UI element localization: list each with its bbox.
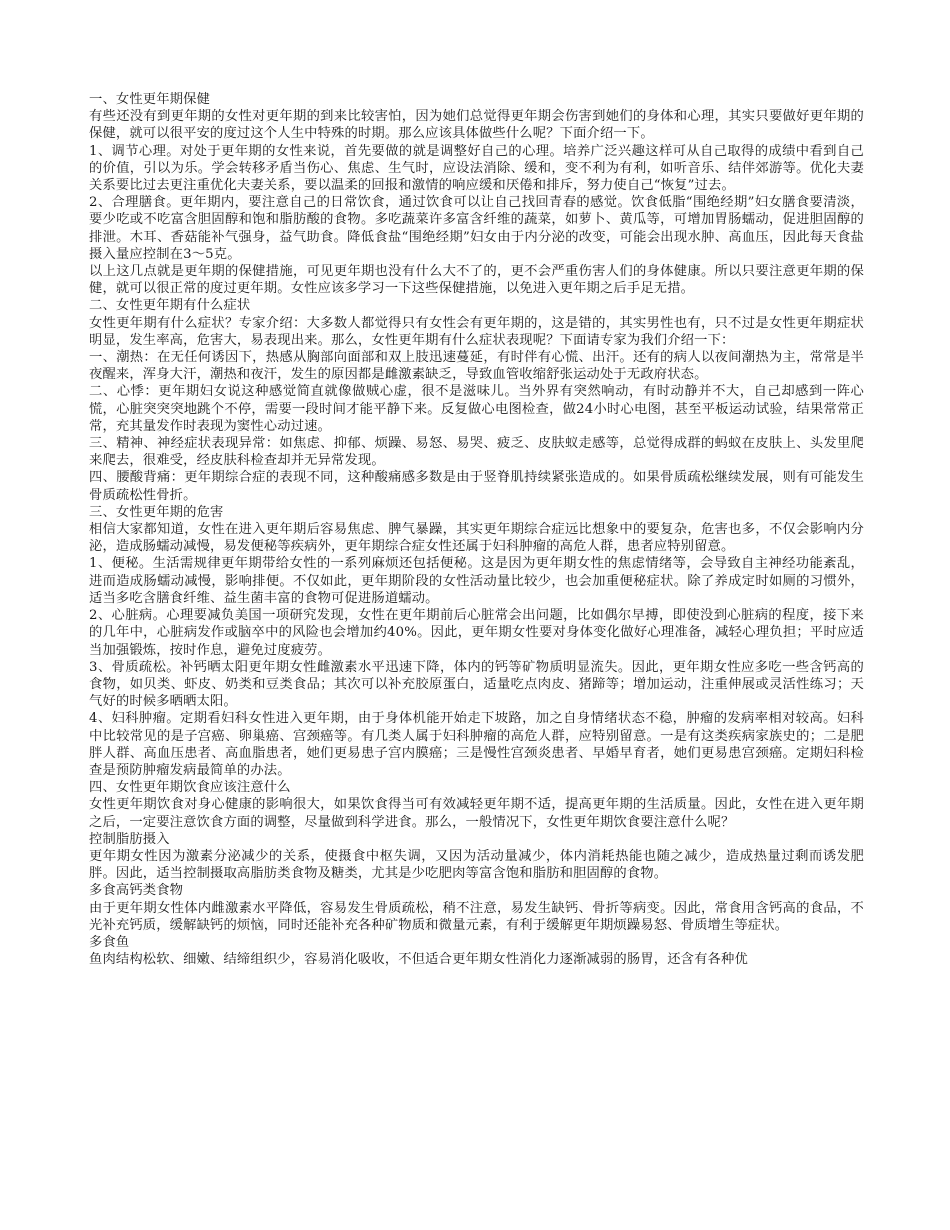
paragraph-heart: 2、心脏病。心理要减负美国一项研究发现，女性在更年期前后心脏常会出问题，比如偶尔早搏，即使没到心脏病的程度，接下来的几年中，心脏病发作或脑卒中的风险也会增加约40%。因此，更年期女性要对身体变化做好心理准备，减轻心理负担；平时应适当加强锻炼，按时作息，避免过度疲劳。 bbox=[89, 608, 864, 658]
paragraph-fish: 鱼肉结构松软、细嫩、结缔组织少，容易消化吸收，不但适合更年期女性消化力逐渐减弱的肠胃，还含有各种优 bbox=[89, 952, 748, 968]
paragraph-harm-intro: 相信大家都知道，女性在进入更年期后容易焦虑、脾气暴躁，其实更年期综合症远比想象中的要复杂，危害也多，不仅会影响内分泌，造成肠蠕动减慢，易发便秘等疾病外，更年期综合症女性还属于妇科肿瘤的高危人群，患者应特别留意。 bbox=[89, 522, 864, 555]
paragraph-constipation: 1、便秘。生活需规律更年期带给女性的一系列麻烦还包括便秘。这是因为更年期女性的焦虑情绪等，会导致自主神经功能紊乱，进而造成肠蠕动减慢，影响排便。不仅如此，更年期阶段的女性活动量比较少，也会加重便秘症状。除了养成定时如厕的习惯外，适当多吃含膳食纤维、益生菌丰富的食物可促进肠道蠕动。 bbox=[89, 556, 864, 606]
subheading-calcium: 多食高钙类食物 bbox=[89, 883, 184, 899]
paragraph-hot-flash: 一、潮热：在无任何诱因下，热感从胸部向面部和双上肢迅速蔓延，有时伴有心慌、出汗。还有的病人以夜间潮热为主，常常是半夜醒来，浑身大汗，潮热和夜汗，发生的原因都是雌激素缺乏，导致血管收缩舒张运动处于无政府状态。 bbox=[89, 350, 864, 383]
section-heading-1: 一、女性更年期保健 bbox=[89, 92, 211, 107]
paragraph-tumor: 4、妇科肿瘤。定期看妇科女性进入更年期，由于身体机能开始走下坡路，加之自身情绪状态不稳，肿瘤的发病率相对较高。妇科中比较常见的是子宫癌、卵巢癌、宫颈癌等。有几类人属于妇科肿瘤的高危人群，应特别留意。一是有这类疾病家族史的；二是肥胖人群、高血压患者、高血脂患者，她们更易患子宫内膜癌；三是慢性宫颈炎患者、早婚早育者，她们更易患宫颈癌。定期妇科检查是预防肿瘤发病最简单的办法。 bbox=[89, 711, 864, 778]
paragraph-diet: 2、合理膳食。更年期内，要注意自己的日常饮食，通过饮食可以让自己找回青春的感觉。饮食低脂“围绝经期”妇女膳食要清淡，要少吃或不吃富含胆固醇和饱和脂肪酸的食物。多吃蔬菜许多富含纤维的蔬菜，如萝卜、黄瓜等，可增加胃肠蠕动，促进胆固醇的排泄。木耳、香菇能补气强身，益气助食。降低食盐“围绝经期”妇女由于内分泌的改变，可能会出现水肿、高血压，因此每天食盐摄入量应控制在3～5克。 bbox=[89, 195, 864, 262]
paragraph-calcium: 由于更年期女性体内雌激素水平降低，容易发生骨质疏松，稍不注意，易发生缺钙、骨折等病变。因此，常食用含钙高的食品，不光补充钙质，缓解缺钙的烦恼，同时还能补充各种矿物质和微量元素，有利于缓解更年期烦躁易怒、骨质增生等症状。 bbox=[89, 900, 864, 933]
section-heading-3: 三、女性更年期的危害 bbox=[89, 504, 224, 520]
document-body bbox=[89, 91, 864, 968]
paragraph-fat: 更年期女性因为激素分泌减少的关系，使摄食中枢失调，又因为活动量减少，体内消耗热能也随之减少，造成热量过剩而诱发肥胖。因此，适当控制摄取高脂肪类食物及糖类，尤其是少吃肥肉等富含饱和脂肪和胆固醇的食物。 bbox=[89, 848, 864, 882]
paragraph-adjust-mind: 1、调节心理。对处于更年期的女性来说，首先要做的就是调整好自己的心理。培养广泛兴趣这样可从自己取得的成绩中看到自己的价值，引以为乐。学会转移矛盾当伤心、焦虑、生气时，应设法消除、缓和，变不利为有利，如听音乐、结伴郊游等。优化夫妻关系要比过去更注重优化夫妻关系，要以温柔的回报和激情的响应缓和厌倦和排斥，努力使自己“恢复”过去。 bbox=[89, 143, 864, 194]
subheading-fat: 控制脂肪摄入 bbox=[89, 831, 170, 847]
subheading-fish: 多食鱼 bbox=[89, 934, 130, 950]
section-heading-4: 四、女性更年期饮食应该注意什么 bbox=[89, 780, 291, 796]
paragraph-symptoms-intro: 女性更年期有什么症状？专家介绍：大多数人都觉得只有女性会有更年期的，这是错的，其实男性也有，只不过是女性更年期症状明显，发生率高，危害大，易表现出来。那么，女性更年期有什么症状表现呢？下面请专家为我们介绍一下： bbox=[89, 315, 864, 348]
paragraph-osteoporosis: 3、骨质疏松。补钙晒太阳更年期女性雌激素水平迅速下降，体内的钙等矿物质明显流失。因此，更年期女性应多吃一些含钙高的食物，如贝类、虾皮、奶类和豆类食品；其次可以补充胶原蛋白，适量吃点肉皮、猪蹄等；增加运动，注重伸展或灵活性练习；天气好的时候多晒晒太阳。 bbox=[89, 659, 864, 710]
paragraph-intro: 有些还没有到更年期的女性对更年期的到来比较害怕，因为她们总觉得更年期会伤害到她们的身体和心理，其实只要做好更年期的保健，就可以很平安的度过这个人生中特殊的时期。那么应该具体做些什么呢？下面介绍一下。 bbox=[89, 109, 864, 142]
paragraph-food-intro: 女性更年期饮食对身心健康的影响很大，如果饮食得当可有效减轻更年期不适，提高更年期的生活质量。因此，女性在进入更年期之后，一定要注意饮食方面的调整，尽量做到科学进食。那么，一般情况下，女性更年期饮食要注意什么呢？ bbox=[89, 797, 864, 830]
paragraph-palpitation: 二、心悸：更年期妇女说这种感觉简直就像做贼心虚，很不是滋味儿。当外界有突然响动，有时动静并不大，自己却感到一阵心慌，心脏突突突地跳个不停，需要一段时间才能平静下来。反复做心电图检查，做24小时心电图，甚至平板运动试验，结果常常正常，充其量发作时表现为窦性心动过速。 bbox=[89, 384, 864, 434]
section-heading-2: 二、女性更年期有什么症状 bbox=[89, 298, 251, 314]
paragraph-summary: 以上这几点就是更年期的保健措施，可见更年期也没有什么大不了的，更不会严重伤害人们的身体健康。所以只要注意更年期的保健，就可以很正常的度过更年期。女性应该多学习一下这些保健措施，以免进入更年期之后手足无措。 bbox=[89, 264, 864, 297]
paragraph-back-pain: 四、腰酸背痛：更年期综合症的表现不同，这种酸痛感多数是由于竖脊肌持续紧张造成的。如果骨质疏松继续发展，则有可能发生骨质疏松性骨折。 bbox=[89, 470, 864, 503]
paragraph-mental: 三、精神、神经症状表现异常：如焦虑、抑郁、烦躁、易怒、易哭、疲乏、皮肤蚁走感等，总觉得成群的蚂蚁在皮肤上、头发里爬来爬去，很难受，经皮肤科检查却并无异常发现。 bbox=[89, 436, 864, 469]
